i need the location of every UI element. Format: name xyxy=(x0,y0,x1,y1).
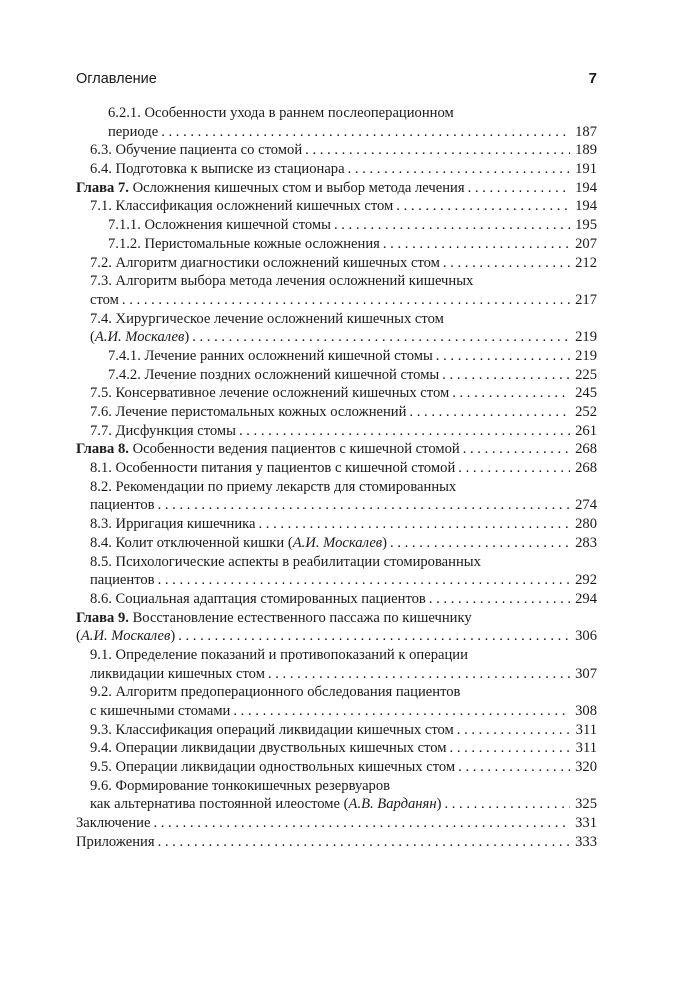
toc-page-number: 252 xyxy=(575,404,597,420)
toc-entry-8-2[interactable]: пациентов . . . 274 xyxy=(76,496,597,515)
dot-leader xyxy=(334,216,570,235)
toc-page-number: 245 xyxy=(575,385,597,402)
toc-page-number: 308 xyxy=(575,703,597,719)
toc-entry-7-4-line1: 7.4. Хирургическое лечение осложнений кишечных стом xyxy=(90,310,444,327)
toc-entry-6-3[interactable]: 6.3. Обучение пациента со стомой . . . 189 xyxy=(76,141,597,160)
author-name: А.И. Москалев xyxy=(94,329,185,346)
toc-page-number: 280 xyxy=(575,516,597,533)
toc-page-number: 261 xyxy=(575,422,597,439)
toc-entry-9-1-line1: 9.1. Определение показаний и противопоказаний к операции xyxy=(90,646,468,663)
toc-entry-7-2[interactable]: 7.2. Алгоритм диагностики осложнений кишечных стом . . . 212 xyxy=(76,254,597,273)
toc-entry-9-5[interactable]: 9.5. Операции ликвидации одноствольных кишечных стом . . . 320 xyxy=(76,758,597,777)
dot-leader xyxy=(409,403,570,422)
header-title: Оглавление xyxy=(76,71,157,87)
dot-leader xyxy=(161,123,570,142)
chapter-label: Глава 7. xyxy=(76,179,129,196)
toc-page-number: 307 xyxy=(575,665,597,682)
dot-leader xyxy=(443,254,570,273)
toc-page-number: 194 xyxy=(575,179,597,196)
toc-entry-7-3-line1: 7.3. Алгоритм выбора метода лечения осложнений кишечных xyxy=(90,273,474,290)
toc-entry-7-1[interactable]: 7.1. Классификация осложнений кишечных стом . . . 194 xyxy=(76,197,597,216)
toc-entry-9-6[interactable]: как альтернатива постоянной илеостоме (А.В. Варданян) . . . 325 xyxy=(76,795,597,814)
toc-entry-7-7[interactable]: 7.7. Дисфункция стомы . . . 261 xyxy=(76,422,597,441)
dot-leader xyxy=(468,179,570,198)
dot-leader xyxy=(305,141,570,160)
table-of-contents xyxy=(76,104,597,852)
toc-page-number: 225 xyxy=(575,366,597,383)
toc-entry-6-4[interactable]: 6.4. Подготовка к выписке из стационара . . . 191 xyxy=(76,160,597,179)
toc-entry-9-1[interactable]: ликвидации кишечных стом . . . 307 xyxy=(76,665,597,684)
toc-entry-8-4[interactable]: 8.4. Колит отключенной кишки (А.И. Москалев) . . . 283 xyxy=(76,534,597,553)
dot-leader xyxy=(458,459,570,478)
running-header xyxy=(76,70,597,87)
toc-entry-7-6[interactable]: 7.6. Лечение перистомальных кожных осложнений . . . 252 xyxy=(76,403,597,422)
toc-page-number: 195 xyxy=(575,217,597,234)
toc-page-number: 194 xyxy=(575,198,597,215)
dot-leader xyxy=(390,534,570,553)
toc-page-number: 219 xyxy=(575,347,597,364)
toc-entry-8-2-line1: 8.2. Рекомендации по приему лекарств для стомированных xyxy=(90,478,457,495)
dot-leader xyxy=(383,235,570,254)
dot-leader xyxy=(450,739,570,758)
toc-entry-9-3[interactable]: 9.3. Классификация операций ликвидации кишечных стом . . . 311 xyxy=(76,721,597,740)
toc-entry-7-4-1[interactable]: 7.4.1. Лечение ранних осложнений кишечной стомы . . . 219 xyxy=(76,347,597,366)
dot-leader xyxy=(429,590,570,609)
header-page-number: 7 xyxy=(588,70,597,87)
author-name: А.И. Москалев xyxy=(80,628,171,645)
dot-leader xyxy=(452,384,570,403)
toc-entry-8-3[interactable]: 8.3. Ирригация кишечника . . . 280 xyxy=(76,515,597,534)
dot-leader xyxy=(158,833,570,852)
dot-leader xyxy=(268,665,570,684)
toc-chapter-9[interactable]: (А.И. Москалев) . . . 306 xyxy=(76,627,597,646)
toc-entry-7-1-2[interactable]: 7.1.2. Перистомальные кожные осложнения . . . 207 xyxy=(76,235,597,254)
dot-leader xyxy=(396,197,570,216)
toc-conclusion[interactable]: Заключение . . . 331 xyxy=(76,814,597,833)
toc-entry-7-3[interactable]: стом . . . 217 xyxy=(76,291,597,310)
toc-page-number: 294 xyxy=(575,590,597,607)
toc-page-number: 212 xyxy=(575,254,597,271)
toc-entry-7-4-2[interactable]: 7.4.2. Лечение поздних осложнений кишечной стомы . . . 225 xyxy=(76,366,597,385)
toc-page-number: 292 xyxy=(575,572,597,589)
toc-entry-9-6-line1: 9.6. Формирование тонкокишечных резервуаров xyxy=(90,777,391,794)
toc-page-number: 189 xyxy=(575,142,597,159)
toc-chapter-9-line1 xyxy=(76,609,597,628)
dot-leader xyxy=(239,422,570,441)
dot-leader xyxy=(233,702,570,721)
toc-chapter-8[interactable] xyxy=(76,440,597,459)
dot-leader xyxy=(348,160,570,179)
toc-page-number: 268 xyxy=(575,460,597,477)
toc-page-number: 191 xyxy=(575,161,597,178)
toc-page-number: 219 xyxy=(575,329,597,346)
toc-page-number: 320 xyxy=(575,759,597,776)
toc-page-number: 187 xyxy=(575,123,597,140)
toc-entry-8-6[interactable]: 8.6. Социальная адаптация стомированных пациентов . . . 294 xyxy=(76,590,597,609)
author-name: А.В. Варданян xyxy=(348,796,437,813)
toc-page-number: 331 xyxy=(575,815,597,832)
toc-page-number: 274 xyxy=(575,497,597,514)
dot-leader xyxy=(178,627,570,646)
dot-leader xyxy=(463,440,570,459)
chapter-title: Восстановление естественного пассажа по кишечнику xyxy=(132,609,472,626)
chapter-title: Осложнения кишечных стом и выбор метода лечения xyxy=(132,179,465,196)
dot-leader xyxy=(436,347,570,366)
chapter-label: Глава 8. xyxy=(76,441,129,458)
dot-leader xyxy=(158,496,570,515)
toc-entry-8-5-line1: 8.5. Психологические аспекты в реабилитации стомированных xyxy=(90,553,481,570)
dot-leader xyxy=(122,291,570,310)
toc-entry-8-1[interactable]: 8.1. Особенности питания у пациентов с кишечной стомой . . . 268 xyxy=(76,459,597,478)
toc-entry-8-5[interactable]: пациентов . . . 292 xyxy=(76,571,597,590)
dot-leader xyxy=(158,571,570,590)
toc-entry-7-1-1[interactable]: 7.1.1. Осложнения кишечной стомы . . . 195 xyxy=(76,216,597,235)
chapter-label: Глава 9. xyxy=(76,609,129,626)
toc-entry-7-5[interactable]: 7.5. Консервативное лечение осложнений кишечных стом . . . 245 xyxy=(76,384,597,403)
toc-page-number: 283 xyxy=(575,534,597,551)
toc-page-number: 311 xyxy=(575,740,597,757)
dot-leader xyxy=(192,328,570,347)
toc-page-number: 325 xyxy=(575,796,597,813)
dot-leader xyxy=(153,814,570,833)
toc-entry-6-2-1[interactable]: периоде . . . 187 xyxy=(76,123,597,142)
dot-leader xyxy=(444,795,570,814)
dot-leader xyxy=(258,515,570,534)
chapter-title: Особенности ведения пациентов с кишечной стомой xyxy=(132,441,460,458)
author-name: А.И. Москалев xyxy=(292,534,383,551)
toc-page-number: 207 xyxy=(575,235,597,252)
dot-leader xyxy=(458,758,570,777)
dot-leader xyxy=(442,366,570,385)
toc-entry-7-4[interactable]: (А.И. Москалев) . . . 219 xyxy=(76,328,597,347)
toc-page-number: 311 xyxy=(575,721,597,738)
toc-entry-6-2-1-line1: 6.2.1. Особенности ухода в раннем послеоперационном xyxy=(108,105,454,121)
toc-page-number: 217 xyxy=(575,291,597,308)
toc-entry-9-2[interactable]: с кишечными стомами . . . 308 xyxy=(76,702,597,721)
toc-appendices[interactable]: Приложения . . . 333 xyxy=(76,833,597,852)
toc-page-number: 268 xyxy=(575,441,597,458)
toc-chapter-7[interactable] xyxy=(76,179,597,198)
toc-entry-9-2-line1: 9.2. Алгоритм предоперационного обследования пациентов xyxy=(90,684,461,701)
toc-page-number: 333 xyxy=(575,833,597,850)
toc-entry-9-4[interactable]: 9.4. Операции ликвидации двуствольных кишечных стом . . . 311 xyxy=(76,739,597,758)
toc-page-number: 306 xyxy=(575,628,597,645)
dot-leader xyxy=(457,721,570,740)
